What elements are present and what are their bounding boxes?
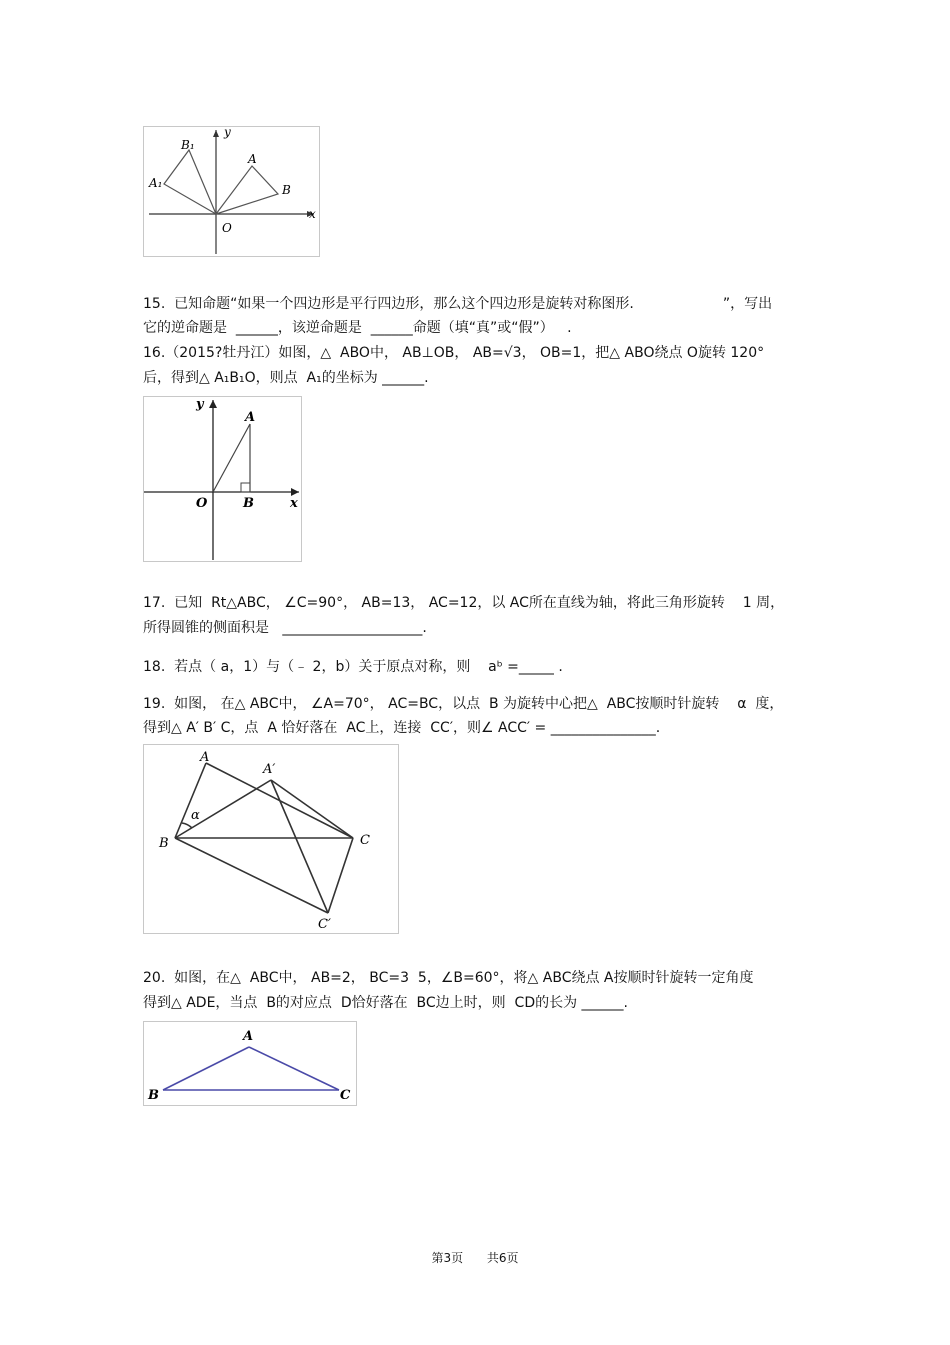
label-c: C <box>360 833 370 848</box>
page-number: 第3页 <box>431 1251 464 1265</box>
page-footer <box>0 1249 950 1266</box>
q15-line2: 它的逆命题是 ______，该逆命题是 ______命题（填“真”或“假”） . <box>143 320 572 336</box>
label-x: x <box>290 496 298 511</box>
label-x: x <box>309 207 316 221</box>
label-alpha: α <box>191 808 200 823</box>
label-y: y <box>196 397 204 412</box>
q16-line1: 16.（2015?牡丹江）如图，△ ABO中， AB⊥OB， AB=√3， OB=1，把△ ABO绕点 O旋转 120° <box>143 345 765 361</box>
q15-line1: 15. 已知命题“如果一个四边形是平行四边形，那么这个四边形是旋转对称图形. ”，写出 <box>143 296 773 312</box>
q16-line2: 后，得到△ A₁B₁O，则点 A₁的坐标为 ______. <box>143 370 429 386</box>
label-b: B <box>282 183 291 197</box>
label-b: B <box>148 1088 159 1103</box>
label-a: A <box>245 410 256 425</box>
label-b: B <box>159 836 169 851</box>
label-c: C <box>340 1088 351 1103</box>
q17-line1: 17. 已知 Rt△ABC， ∠C=90°， AB=13， AC=12，以 AC所在直线为轴，将此三角形旋转 1 周， <box>143 595 785 611</box>
label-b1: B₁ <box>181 138 195 152</box>
q18-line1: 18. 若点（ a，1）与（﹣ 2，b）关于原点对称，则 aᵇ =_____ . <box>143 659 563 675</box>
label-a-prime: A′ <box>263 762 276 777</box>
label-y: y <box>224 127 231 139</box>
figure-q14 <box>143 126 320 257</box>
figure-q19 <box>143 744 399 934</box>
label-a1: A₁ <box>149 176 163 190</box>
figure-q16 <box>143 396 302 562</box>
q20-line1: 20. 如图，在△ ABC中， AB=2， BC=3 5，∠B=60°，将△ ABC绕点 A按顺时针旋转一定角度 <box>143 970 754 986</box>
q19-line1: 19. 如图， 在△ ABC中， ∠A=70°， AC=BC，以点 B 为旋转中心把△ ABC按顺时针旋转 α 度， <box>143 696 784 712</box>
q19-line2: 得到△ A′ B′ C，点 A 恰好落在 AC上，连接 CC′，则∠ ACC′ = _______________. <box>143 720 661 736</box>
label-o: O <box>196 496 208 511</box>
label-o: O <box>222 221 232 235</box>
q17-line2: 所得圆锥的侧面积是 ____________________. <box>143 620 427 636</box>
total-pages: 共6页 <box>486 1251 519 1265</box>
label-a: A <box>248 152 257 166</box>
figure-q20 <box>143 1021 357 1106</box>
label-c-prime: C′ <box>318 917 331 932</box>
label-a: A <box>200 750 210 765</box>
label-b: B <box>243 496 254 511</box>
label-a: A <box>243 1029 254 1044</box>
q20-line2: 得到△ ADE，当点 B的对应点 D恰好落在 BC边上时，则 CD的长为 ______. <box>143 995 628 1011</box>
